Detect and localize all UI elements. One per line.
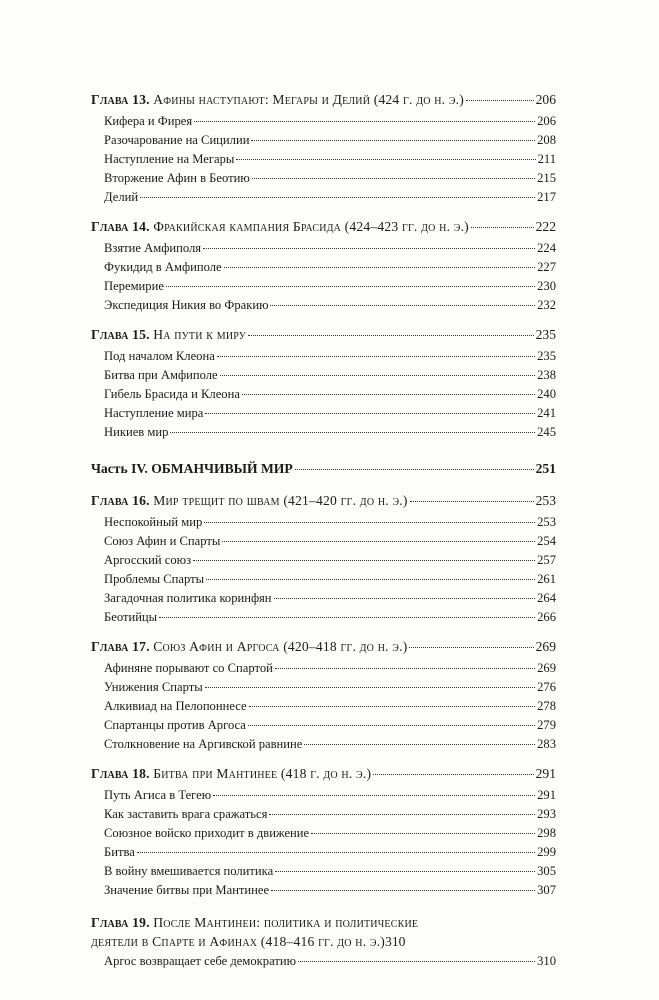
- section-title: Значение битвы при Мантинее: [104, 883, 270, 897]
- spacer: [91, 902, 556, 912]
- page-number: 241: [537, 406, 556, 420]
- chapter-heading: [91, 327, 246, 343]
- dot-leader: [217, 356, 535, 357]
- page-number: 276: [537, 680, 556, 694]
- chapter-title-continued: деятели в Спарте и Афинах (418–416 гг. до н. э.): [91, 934, 386, 949]
- dot-leader: [159, 617, 535, 618]
- toc-section: [91, 718, 556, 737]
- chapter-label: Глава 16.: [91, 493, 150, 508]
- toc-section: [91, 133, 556, 152]
- toc-section: [91, 680, 556, 699]
- section-title: Фукидид в Амфиполе: [104, 260, 222, 274]
- dot-leader: [274, 598, 536, 599]
- dot-leader: [248, 725, 535, 726]
- page-number: 269: [537, 661, 556, 675]
- dot-leader: [236, 159, 535, 160]
- toc-section: [91, 610, 556, 629]
- spacer: [91, 444, 556, 461]
- page-number: 238: [537, 368, 556, 382]
- table-of-contents: [91, 92, 556, 973]
- section-title: Взятие Амфиполя: [104, 241, 202, 255]
- toc-chapter: [91, 92, 556, 114]
- section-title: Как заставить врага сражаться: [104, 807, 268, 821]
- dot-leader: [410, 501, 534, 502]
- toc-section: [91, 534, 556, 553]
- page-number: 293: [537, 807, 556, 821]
- section-title: В войну вмешивается политика: [104, 864, 274, 878]
- chapter-title: Союз Афин и Аргоса (420–418 гг. до н. э.): [153, 639, 408, 654]
- toc-section: [91, 954, 556, 973]
- chapter-heading: [91, 92, 464, 108]
- toc-section: [91, 260, 556, 279]
- toc-section: [91, 661, 556, 680]
- page-number: 211: [537, 152, 556, 166]
- dot-leader: [304, 744, 535, 745]
- page-number: 266: [537, 610, 556, 624]
- dot-leader: [213, 795, 535, 796]
- dot-leader: [242, 394, 535, 395]
- chapter-label: Глава 19.: [91, 915, 150, 930]
- section-title: Делий: [104, 190, 139, 204]
- dot-leader: [137, 852, 535, 853]
- spacer: [91, 209, 556, 219]
- page-number: 264: [537, 591, 556, 605]
- section-title: Столкновение на Аргивской равнине: [104, 737, 303, 751]
- toc-part: [91, 461, 556, 483]
- section-title: Никиев мир: [104, 425, 169, 439]
- dot-leader: [194, 121, 535, 122]
- section-title: Аргосский союз: [104, 553, 192, 567]
- toc-section: [91, 845, 556, 864]
- section-title: Вторжение Афин в Беотию: [104, 171, 250, 185]
- page-number: 283: [537, 737, 556, 751]
- dot-leader: [269, 814, 535, 815]
- dot-leader: [251, 140, 535, 141]
- toc-chapter: [91, 766, 556, 788]
- section-title: Разочарование на Сицилии: [104, 133, 250, 147]
- part-heading: [91, 461, 293, 477]
- page-number: 299: [537, 845, 556, 859]
- page-number: 232: [537, 298, 556, 312]
- chapter-heading: [91, 493, 408, 509]
- dot-leader: [275, 668, 535, 669]
- section-title: Путь Агиса в Тегею: [104, 788, 212, 802]
- toc-section: [91, 572, 556, 591]
- page-number: 279: [537, 718, 556, 732]
- section-title: Союз Афин и Спарты: [104, 534, 221, 548]
- page-number: 298: [537, 826, 556, 840]
- section-title: Проблемы Спарты: [104, 572, 205, 586]
- chapter-title: Мир трещит по швам (421–420 гг. до н. э.): [153, 493, 408, 508]
- page-number: 215: [537, 171, 556, 185]
- page-number: 224: [537, 241, 556, 255]
- toc-section: [91, 699, 556, 718]
- toc-section: [91, 737, 556, 756]
- page-number: 235: [535, 327, 556, 342]
- dot-leader: [205, 687, 535, 688]
- spacer: [91, 483, 556, 493]
- toc-chapter: [91, 912, 556, 954]
- toc-section: [91, 864, 556, 883]
- dot-leader: [204, 522, 535, 523]
- dot-leader: [248, 335, 534, 336]
- toc-section: [91, 591, 556, 610]
- chapter-title: Фракийская кампания Брасида (424–423 гг. до н. э.): [153, 219, 469, 234]
- chapter-title: Афины наступают: Мегары и Делий (424 г. до н. э.): [153, 92, 464, 107]
- toc-section: [91, 788, 556, 807]
- page-number: 240: [537, 387, 556, 401]
- page-number: 206: [537, 114, 556, 128]
- toc-section: [91, 279, 556, 298]
- section-title: Союзное войско приходит в движение: [104, 826, 310, 840]
- section-title: Неспокойный мир: [104, 515, 203, 529]
- page-number: 305: [537, 864, 556, 878]
- page-number: 253: [535, 493, 556, 508]
- chapter-heading: [91, 639, 407, 655]
- dot-leader: [206, 579, 535, 580]
- section-title: Экспедиция Никия во Фракию: [104, 298, 269, 312]
- chapter-title: На пути к миру: [153, 327, 247, 342]
- toc-section: [91, 368, 556, 387]
- page-number: 261: [537, 572, 556, 586]
- toc-section: [91, 406, 556, 425]
- chapter-label: Глава 14.: [91, 219, 150, 234]
- toc-section: [91, 553, 556, 572]
- section-title: Наступление на Мегары: [104, 152, 235, 166]
- toc-section: [91, 425, 556, 444]
- chapter-title: Битва при Мантинее (418 г. до н. э.): [153, 766, 372, 781]
- section-title: Беотийцы: [104, 610, 158, 624]
- toc-section: [91, 298, 556, 317]
- dot-leader: [166, 286, 535, 287]
- spacer: [91, 317, 556, 327]
- page-number: 254: [537, 534, 556, 548]
- dot-leader: [373, 774, 533, 775]
- dot-leader: [466, 100, 534, 101]
- page-number: 206: [535, 92, 556, 107]
- section-title: Афиняне порывают со Спартой: [104, 661, 273, 675]
- toc-section: [91, 152, 556, 171]
- section-title: Битва при Амфиполе: [104, 368, 218, 382]
- chapter-label: Глава 18.: [91, 766, 150, 781]
- section-title: Перемирие: [104, 279, 164, 293]
- chapter-heading: [91, 766, 371, 782]
- page-number: 230: [537, 279, 556, 293]
- section-title: Аргос возвращает себе демократию: [104, 954, 296, 968]
- dot-leader: [170, 432, 535, 433]
- toc-section: [91, 807, 556, 826]
- dot-leader: [249, 706, 536, 707]
- dot-leader: [298, 961, 535, 962]
- toc-chapter: [91, 327, 556, 349]
- toc-section: [91, 190, 556, 209]
- dot-leader: [409, 647, 533, 648]
- dot-leader: [220, 375, 535, 376]
- chapter-label: Глава 15.: [91, 327, 150, 342]
- dot-leader: [193, 560, 535, 561]
- toc-chapter: [91, 493, 556, 515]
- section-title: Гибель Брасида и Клеона: [104, 387, 240, 401]
- dot-leader: [252, 178, 535, 179]
- toc-section: [91, 387, 556, 406]
- section-title: Наступление мира: [104, 406, 204, 420]
- section-title: Кифера и Фирея: [104, 114, 193, 128]
- page-number: 253: [537, 515, 556, 529]
- section-title: Загадочная политика коринфян: [104, 591, 272, 605]
- chapter-title: После Мантинеи: политика и политические: [153, 915, 419, 930]
- spacer: [91, 629, 556, 639]
- dot-leader: [203, 248, 535, 249]
- toc-section: [91, 171, 556, 190]
- spacer: [91, 756, 556, 766]
- page-number: 291: [537, 788, 556, 802]
- page-number: 269: [535, 639, 556, 654]
- part-title: ОБМАНЧИВЫЙ МИР: [151, 461, 293, 476]
- page-number: 310: [385, 934, 406, 949]
- dot-leader: [271, 890, 535, 891]
- part-label: Часть IV.: [91, 461, 148, 476]
- toc-chapter: [91, 219, 556, 241]
- page-number: 251: [535, 461, 556, 476]
- chapter-label: Глава 17.: [91, 639, 150, 654]
- page-number: 307: [537, 883, 556, 897]
- dot-leader: [295, 469, 534, 470]
- page-number: 291: [535, 766, 556, 781]
- chapter-heading-line: [91, 934, 556, 954]
- toc-section: [91, 515, 556, 534]
- page-number: 257: [537, 553, 556, 567]
- toc-section: [91, 114, 556, 133]
- page-number: 222: [535, 219, 556, 234]
- chapter-heading-line: [91, 912, 556, 934]
- dot-leader: [471, 227, 534, 228]
- section-title: Под началом Клеона: [104, 349, 215, 363]
- dot-leader: [222, 541, 535, 542]
- chapter-label: Глава 13.: [91, 92, 150, 107]
- page-number: 245: [537, 425, 556, 439]
- page-number: 235: [537, 349, 556, 363]
- dot-leader: [140, 197, 535, 198]
- page-number: 278: [537, 699, 556, 713]
- dot-leader: [275, 871, 535, 872]
- chapter-heading: [91, 219, 469, 235]
- section-title: Спартанцы против Аргоса: [104, 718, 246, 732]
- toc-section: [91, 349, 556, 368]
- page-number: 310: [537, 954, 556, 968]
- dot-leader: [311, 833, 535, 834]
- section-title: Алкивиад на Пелопоннесе: [104, 699, 247, 713]
- page-number: 217: [537, 190, 556, 204]
- page-number: 208: [537, 133, 556, 147]
- dot-leader: [270, 305, 535, 306]
- toc-chapter: [91, 639, 556, 661]
- toc-section: [91, 826, 556, 845]
- section-title: Битва: [104, 845, 135, 859]
- section-title: Унижения Спарты: [104, 680, 203, 694]
- toc-section: [91, 241, 556, 260]
- page-number: 227: [537, 260, 556, 274]
- toc-section: [91, 883, 556, 902]
- dot-leader: [205, 413, 535, 414]
- dot-leader: [224, 267, 535, 268]
